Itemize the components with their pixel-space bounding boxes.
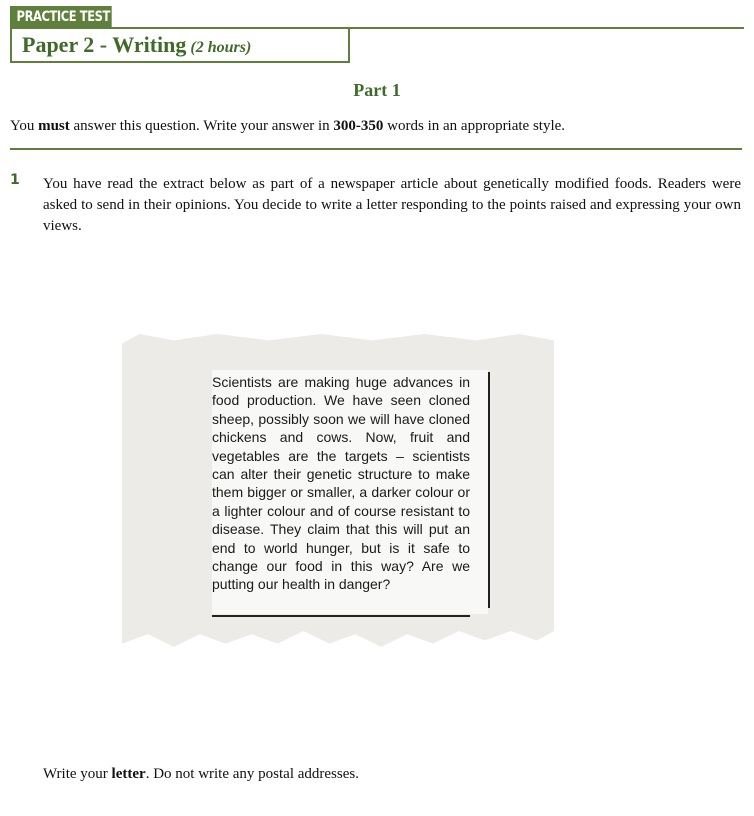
closing-suffix: . Do not write any postal addresses. xyxy=(145,766,359,782)
extract-bottom-rule xyxy=(212,615,470,617)
instruction-middle: answer this question. Write your answer in xyxy=(69,118,334,134)
instruction-text xyxy=(10,118,565,135)
closing-emphasis: letter xyxy=(111,766,146,782)
paper-title: Paper 2 - Writing xyxy=(22,32,187,57)
practice-test-tab: PRACTICE TEST 6 xyxy=(10,6,112,28)
closing-instruction xyxy=(43,766,359,783)
section-divider xyxy=(10,148,742,150)
extract-right-rule xyxy=(488,372,490,608)
instruction-word-count: 300-350 xyxy=(333,118,384,134)
question-number: 1 xyxy=(10,172,20,188)
paper-duration: (2 hours) xyxy=(190,39,252,56)
instruction-emphasis: must xyxy=(38,118,70,134)
extract-text: Scientists are making huge advances in food production. We have seen cloned sheep, possibly soon we will have cloned chickens and cows. Now, fruit and vegetables are the targets – scientists can alter their genetic structure to make them bigger or smaller, a darker colour or a lighter colour and of course resistant to disease. They claim that this will put an end to world hunger, but is it safe to change our food in this way? Are we putting our health in danger? xyxy=(212,374,470,593)
part-heading: Part 1 xyxy=(353,80,401,100)
instruction-prefix: You xyxy=(10,118,39,134)
question-text: You have read the extract below as part of a newspaper article about genetically modified foods. Readers were asked to send in their opinions. You decide to write a letter responding to the points raised and expressing your own views. xyxy=(43,176,741,234)
closing-prefix: Write your xyxy=(43,766,112,782)
paper-title-box xyxy=(10,29,350,63)
instruction-suffix: words in an appropriate style. xyxy=(383,118,566,134)
